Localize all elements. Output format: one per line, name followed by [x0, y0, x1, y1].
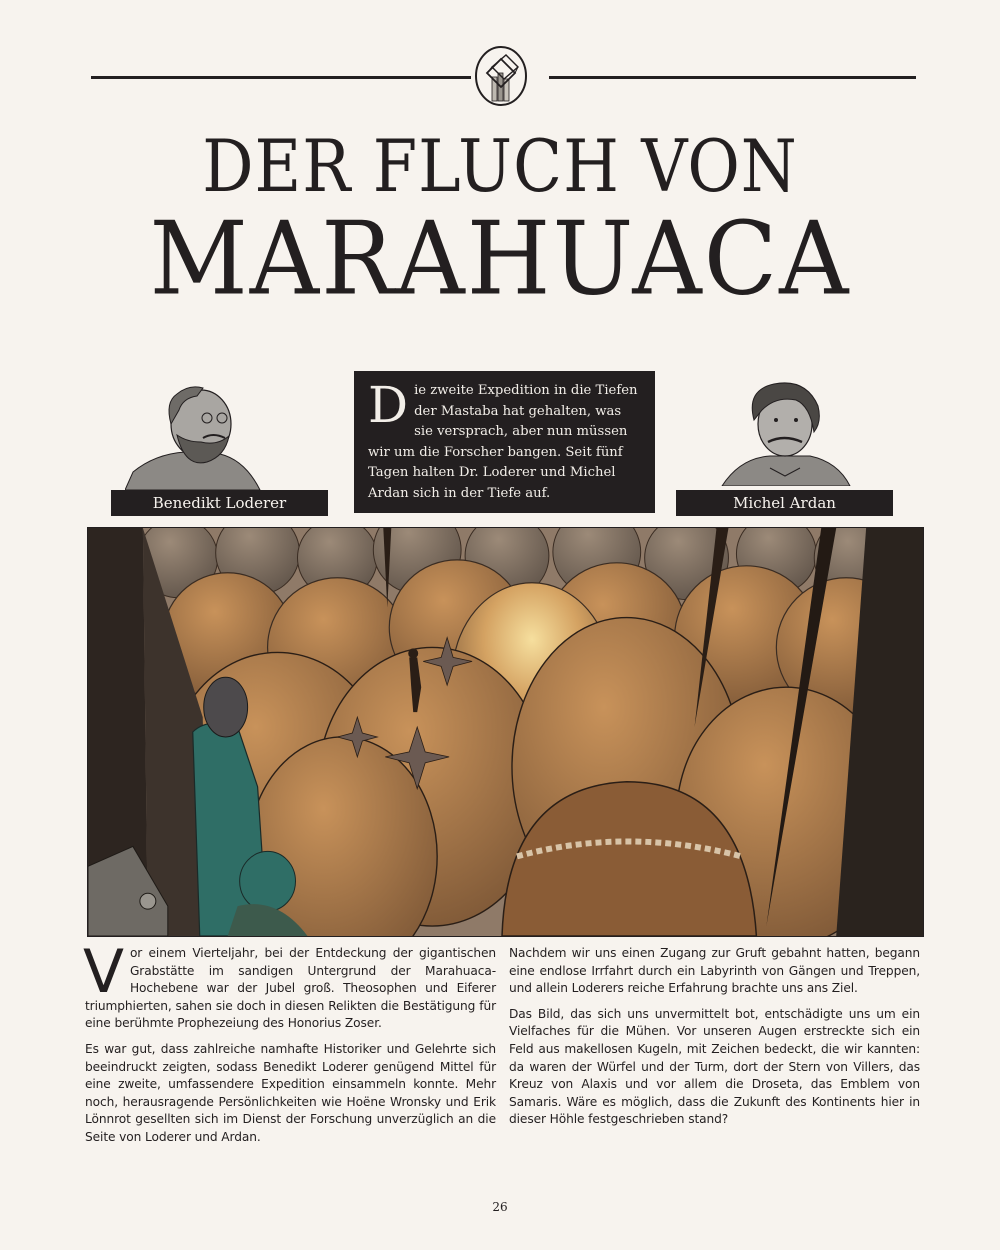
intro-dropcap: D	[368, 376, 409, 434]
article-paragraph: Es war gut, dass zahlreiche namhafte Historiker und Gelehrte sich beeindruckt zeigten, sodass Benedikt Loderer genügend Mittel für eine zweite, umfassendere Expedition einsammeln konnte. Mehr noch, herausragende Persönlichkeiten wie Hoëne Wronsky und Erik Lönnrot gesellten sich im Dienst der Forschung unverzüglich an die Seite von Loderer und Ardan.	[85, 1041, 496, 1144]
article-paragraph: Das Bild, das sich uns unvermittelt bot, entschädigte uns um ein Vielfaches für die Mühen. Vor unseren Augen erstreckte sich ein Feld aus makellosen Kugeln, mit Zeichen bedeckt, die wir kannten: da waren der Würfel und der Turm, dort der Stern von Villers, das Kreuz von Alaxis und vor allem die Droseta, das Emblem von Samaris. Wäre es möglich, dass die Zukunft des Kontinents hier in dieser Höhle festgeschrieben stand?	[509, 1006, 920, 1127]
intro-text: ie zweite Expedition in die Tiefen der Mastaba hat gehalten, was sie versprach, aber nun müssen wir um die Forscher bangen. Seit fünf Tagen halten Dr. Loderer und Michel Ardan sich in der Tiefe auf.	[368, 383, 638, 501]
page-title-line1: DER FLUCH VON	[202, 126, 798, 209]
article-paragraph	[83, 937, 496, 1033]
illustration-panel	[87, 527, 924, 937]
article-paragraph: Nachdem wir uns einen Zugang zur Gruft gebahnt hatten, begann eine endlose Irrfahrt durch ein Labyrinth von Gängen und Treppen, und allein Loderers reiche Erfahrung brachte uns ans Ziel.	[509, 946, 920, 996]
tower-scaffold-emblem-icon	[474, 45, 528, 107]
page-title-line2: MARAHUACA	[149, 200, 851, 318]
page-number: 26	[492, 1200, 508, 1214]
intro-box	[354, 371, 655, 513]
name-label-michel-ardan: Michel Ardan	[676, 490, 893, 516]
article-column-right	[509, 945, 920, 1137]
article-column-left	[83, 937, 496, 1155]
header-rule-left	[91, 76, 471, 79]
portrait-benedikt-loderer	[125, 380, 275, 490]
header-rule-right	[549, 76, 916, 79]
portrait-michel-ardan	[710, 376, 860, 486]
article-paragraph-text: or einem Vierteljahr, bei der Entdeckung der gigantischen Grabstätte im sandigen Untergrund der Marahuaca-Hochebene war der Jubel groß. Theosophen und Eiferer triumphierten, sahen sie doch in diesen Relikten die Bestätigung für eine berühmte Prophezeiung des Honorius Zoser.	[85, 946, 496, 1031]
article-dropcap: V	[83, 937, 124, 1007]
name-label-benedikt-loderer: Benedikt Loderer	[111, 490, 328, 516]
